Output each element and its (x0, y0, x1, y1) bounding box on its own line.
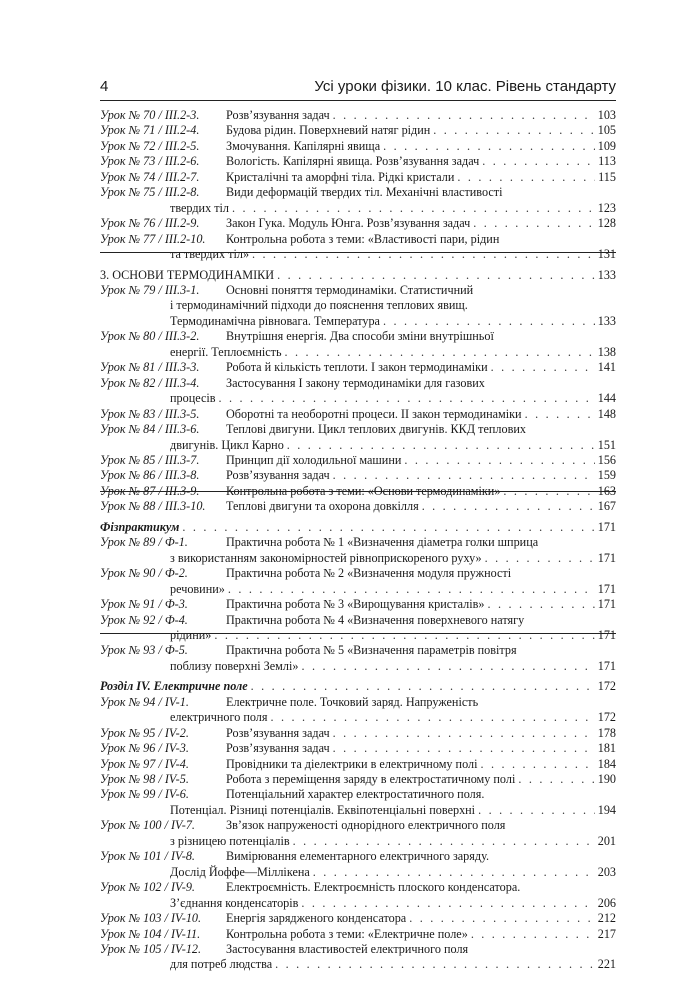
toc-entry (100, 376, 616, 407)
toc-section (100, 268, 616, 283)
section-divider-rule (100, 491, 616, 492)
page-ref: 172 (597, 710, 616, 725)
lesson-title: Контрольна робота з теми: «Властивості пари, рідин (226, 231, 500, 246)
lesson-label: Урок № 83 / ІІІ.3-5. (100, 406, 200, 421)
toc-line (100, 628, 616, 643)
toc-line (100, 535, 616, 550)
toc-entry (100, 108, 616, 123)
lesson-label: Урок № 89 / Ф-1. (100, 535, 188, 550)
lesson-title: двигунів. Цикл Карно (170, 437, 284, 452)
section-title: Фізпрактикум (100, 519, 180, 534)
lesson-label: Урок № 82 / ІІІ.3-4. (100, 375, 200, 390)
lesson-label: Урок № 77 / ІІІ.2-10. (100, 231, 206, 246)
toc-entry (100, 818, 616, 849)
toc-line (100, 329, 616, 344)
lesson-title: Основні поняття термодинаміки. Статистичний (226, 282, 474, 297)
page-ref: 148 (597, 406, 616, 421)
lesson-label: Урок № 102 / IV-9. (100, 880, 195, 895)
lesson-label: Урок № 101 / IV-8. (100, 849, 195, 864)
lesson-title: та твердих тіл» (170, 247, 250, 262)
dot-leader (518, 772, 594, 787)
lesson-title: Вимірювання елементарного електричного заряду. (226, 849, 489, 864)
toc-entry (100, 911, 616, 926)
lesson-label: Урок № 81 / ІІІ.3-3. (100, 360, 200, 375)
lesson-title: Принцип дії холодильної машини (226, 452, 402, 467)
running-title: Усі уроки фізики. 10 клас. Рівень стандарту (314, 78, 616, 95)
lesson-title: Практична робота № 3 «Вирощування кристалів» (226, 597, 485, 612)
lesson-title: Практична робота № 1 «Визначення діаметра голки шприца (226, 535, 539, 550)
lesson-label: Урок № 75 / ІІІ.2-8. (100, 185, 200, 200)
toc-line (100, 216, 616, 231)
page-ref: 217 (597, 926, 616, 941)
lesson-title: електричного поля (170, 710, 268, 725)
page-ref: 171 (597, 658, 616, 673)
dot-leader (333, 108, 595, 123)
toc-line (100, 896, 616, 911)
toc-line (100, 927, 616, 942)
dot-leader (457, 170, 595, 185)
toc-line (100, 741, 616, 756)
lesson-label: Урок № 88 / ІІІ.3-10. (100, 499, 206, 514)
dot-leader (232, 201, 595, 216)
lesson-title: Термодинамічна рівновага. Температура (170, 313, 380, 328)
toc-line (100, 551, 616, 566)
lesson-title: Практична робота № 4 «Визначення поверхневого натягу (226, 612, 525, 627)
lesson-title: Теплові двигуни та охорона довкілля (226, 499, 419, 514)
lesson-title: Закон Гука. Модуль Юнга. Розв’язування задач (226, 216, 471, 231)
toc-line (100, 818, 616, 833)
dot-leader (485, 551, 595, 566)
table-of-contents (100, 108, 616, 973)
toc-line (100, 582, 616, 597)
toc-entry (100, 772, 616, 787)
dot-leader (251, 679, 595, 694)
section-divider-rule (100, 252, 616, 253)
dot-leader (275, 957, 595, 972)
lesson-label: Урок № 79 / ІІІ.3-1. (100, 282, 200, 297)
dot-leader (313, 865, 595, 880)
lesson-title: енергії. Теплоємність (170, 344, 282, 359)
toc-line (100, 911, 616, 926)
lesson-label: Урок № 76 / ІІІ.2-9. (100, 216, 200, 231)
lesson-title: Вологість. Капілярні явища. Розв’язування задач (226, 154, 480, 169)
toc-line (100, 314, 616, 329)
toc-line (100, 499, 616, 514)
toc-line (100, 407, 616, 422)
toc-line (100, 201, 616, 216)
lesson-label: Урок № 97 / IV-4. (100, 756, 189, 771)
lesson-title: Розв’язування задач (226, 108, 330, 122)
dot-leader (422, 499, 595, 514)
section-divider-rule (100, 633, 616, 634)
dot-leader (433, 123, 594, 138)
toc-line (100, 185, 616, 200)
toc-line (100, 849, 616, 864)
lesson-title: речовини» (170, 581, 225, 596)
dot-leader (277, 268, 595, 283)
dot-leader (182, 520, 594, 535)
toc-entry (100, 453, 616, 468)
lesson-title: твердих тіл (170, 200, 230, 215)
lesson-label: Урок № 105 / IV-12. (100, 942, 202, 957)
toc-line (100, 468, 616, 483)
dot-leader (333, 468, 595, 483)
dot-leader (409, 911, 595, 926)
toc-line (100, 232, 616, 247)
lesson-title: Практична робота № 2 «Визначення модуля пружності (226, 566, 512, 581)
page-ref: 133 (597, 313, 616, 328)
toc-line (100, 108, 616, 123)
toc-line (100, 298, 616, 313)
lesson-title: З’єднання конденсаторів (170, 895, 299, 910)
toc-entry (100, 170, 616, 185)
lesson-label: Урок № 96 / IV-3. (100, 741, 189, 756)
toc-entry (100, 216, 616, 231)
page-ref: 206 (597, 895, 616, 910)
lesson-title: Розв’язування задач (226, 468, 330, 483)
lesson-title: поблизу поверхні Землі» (170, 658, 299, 673)
page-ref: 181 (597, 741, 616, 756)
page-ref: 151 (597, 437, 616, 452)
toc-entry (100, 566, 616, 597)
toc-entry (100, 329, 616, 360)
dot-leader (480, 757, 594, 772)
dot-leader (228, 582, 595, 597)
dot-leader (404, 453, 594, 468)
lesson-title: Зв’язок напруженості однорідного електричного поля (226, 818, 506, 833)
lesson-title: Застосування властивостей електричного поля (226, 942, 469, 957)
toc-section (100, 679, 616, 694)
toc-section (100, 520, 616, 535)
dot-leader (301, 659, 594, 674)
lesson-label: Урок № 91 / Ф-3. (100, 597, 188, 612)
header-rule (100, 100, 616, 101)
lesson-label: Урок № 104 / IV-11. (100, 926, 201, 941)
dot-leader (214, 628, 594, 643)
toc-line (100, 438, 616, 453)
lesson-title: Енергія зарядженого конденсатора (226, 911, 407, 926)
dot-leader (487, 597, 594, 612)
toc-line (100, 834, 616, 849)
dot-leader (473, 216, 594, 231)
dot-leader (383, 139, 595, 154)
toc-line (100, 247, 616, 262)
lesson-title: Змочування. Капілярні явища (226, 138, 381, 153)
toc-entry (100, 360, 616, 375)
lesson-title: Контрольна робота з теми: «Основи термодинаміки» (226, 483, 501, 498)
lesson-label: Урок № 94 / IV-1. (100, 694, 189, 709)
toc-line (100, 391, 616, 406)
toc-entry (100, 283, 616, 329)
lesson-label: Урок № 98 / IV-5. (100, 772, 189, 787)
page-ref: 190 (597, 772, 616, 787)
dot-leader (478, 803, 595, 818)
toc-entry (100, 613, 616, 644)
lesson-label: Урок № 74 / ІІІ.2-7. (100, 169, 200, 184)
lesson-label: Урок № 87 / ІІІ.3-9. (100, 483, 200, 498)
toc-line (100, 772, 616, 787)
page-ref: 141 (597, 360, 616, 375)
lesson-title: Контрольна робота з теми: «Електричне поле» (226, 926, 468, 941)
toc-line (100, 123, 616, 138)
lesson-title: Розв’язування задач (226, 725, 330, 740)
dot-leader (482, 154, 595, 169)
dot-leader (525, 407, 595, 422)
page-ref: 203 (597, 864, 616, 879)
page-ref: 133 (597, 267, 616, 282)
lesson-label: Урок № 71 / ІІІ.2-4. (100, 123, 200, 138)
toc-entry (100, 499, 616, 514)
toc-entry (100, 139, 616, 154)
lesson-title: Кристалічні та аморфні тіла. Рідкі кристали (226, 169, 455, 184)
lesson-title: Практична робота № 5 «Визначення параметрів повітря (226, 643, 517, 658)
toc-line (100, 154, 616, 169)
toc-entry (100, 787, 616, 818)
lesson-title: Оборотні та необоротні процеси. II закон термодинаміки (226, 406, 522, 421)
toc-line (100, 453, 616, 468)
toc-line (100, 360, 616, 375)
toc-entry (100, 407, 616, 422)
lesson-title: Види деформацій твердих тіл. Механічні властивості (226, 185, 503, 200)
toc-line (100, 757, 616, 772)
page-ref: 171 (597, 627, 616, 642)
toc-entry (100, 597, 616, 612)
section-title: Розділ IV. Електричне поле (100, 679, 248, 694)
page-ref: 138 (597, 344, 616, 359)
toc-line (100, 710, 616, 725)
page-ref: 171 (597, 597, 616, 612)
lesson-title: Електричне поле. Точковий заряд. Напруженість (226, 694, 479, 709)
page-ref: 159 (597, 468, 616, 483)
page-header (100, 76, 616, 100)
page-ref: 123 (597, 200, 616, 215)
toc-line (100, 422, 616, 437)
lesson-label: Урок № 92 / Ф-4. (100, 612, 188, 627)
dot-leader (285, 345, 595, 360)
toc-line (100, 659, 616, 674)
dot-leader (287, 438, 595, 453)
toc-line (100, 597, 616, 612)
toc-entry (100, 757, 616, 772)
toc-entry (100, 123, 616, 138)
page-ref: 171 (597, 519, 616, 534)
lesson-title: з різницею потенціалів (170, 833, 290, 848)
toc-line (100, 170, 616, 185)
page-ref: 178 (597, 725, 616, 740)
lesson-label: Урок № 95 / IV-2. (100, 725, 189, 740)
page-ref: 171 (597, 581, 616, 596)
toc-line (100, 376, 616, 391)
page-ref: 103 (597, 108, 616, 122)
page-number: 4 (100, 78, 109, 95)
toc-line (100, 787, 616, 802)
lesson-label: Урок № 72 / ІІІ.2-5. (100, 138, 200, 153)
lesson-title: Потенціальний характер електростатичного поля. (226, 787, 485, 802)
dot-leader (293, 834, 595, 849)
toc-entry (100, 535, 616, 566)
toc-entry (100, 849, 616, 880)
lesson-label: Урок № 93 / Ф-5. (100, 643, 188, 658)
lesson-title: Теплові двигуни. Цикл теплових двигунів. ККД теплових (226, 422, 526, 437)
toc-line (100, 865, 616, 880)
page-ref: 184 (597, 756, 616, 771)
toc-entry (100, 880, 616, 911)
page-ref: 131 (597, 247, 616, 262)
page-ref: 156 (597, 452, 616, 467)
lesson-label: Урок № 100 / IV-7. (100, 818, 195, 833)
lesson-label: Урок № 103 / IV-10. (100, 911, 202, 926)
toc-line (100, 283, 616, 298)
dot-leader (383, 314, 595, 329)
lesson-title: Розв’язування задач (226, 741, 330, 756)
toc-line (100, 139, 616, 154)
lesson-title: Дослід Йоффе—Міллікена (170, 864, 310, 879)
page-ref: 105 (597, 123, 616, 138)
lesson-label: Урок № 84 / ІІІ.3-6. (100, 422, 200, 437)
dot-leader (333, 741, 595, 756)
toc-line (100, 695, 616, 710)
lesson-title: Потенціал. Різниці потенціалів. Еквіпотенціальні поверхні (170, 802, 476, 817)
toc-line (100, 566, 616, 581)
lesson-label: Урок № 99 / IV-6. (100, 787, 189, 802)
dot-leader (471, 927, 595, 942)
toc-line (100, 880, 616, 895)
toc-line (100, 942, 616, 957)
toc-entry (100, 154, 616, 169)
dot-leader (219, 391, 595, 406)
lesson-title: Внутрішня енергія. Два способи зміни внутрішньої (226, 329, 494, 344)
toc-line (100, 520, 616, 535)
dot-leader (252, 247, 595, 262)
dot-leader (491, 360, 595, 375)
lesson-label: Урок № 90 / Ф-2. (100, 566, 188, 581)
toc-entry (100, 232, 616, 263)
toc-line (100, 803, 616, 818)
toc-entry (100, 942, 616, 973)
section-title: 3. ОСНОВИ ТЕРМОДИНАМІКИ (100, 267, 275, 282)
lesson-title: Електроємність. Електроємність плоского конденсатора. (226, 880, 521, 895)
lesson-title: процесів (170, 391, 216, 406)
toc-entry (100, 643, 616, 674)
page-ref: 167 (597, 499, 616, 514)
lesson-title: з використанням закономірностей рівноприскореного руху» (170, 550, 482, 565)
toc-entry (100, 185, 616, 216)
lesson-label: Урок № 85 / ІІІ.3-7. (100, 452, 200, 467)
page-ref: 221 (597, 957, 616, 972)
toc-entry (100, 695, 616, 726)
toc-line (100, 268, 616, 283)
dot-leader (270, 710, 594, 725)
toc-line (100, 726, 616, 741)
toc-entry (100, 927, 616, 942)
toc-line (100, 679, 616, 694)
page-ref: 109 (597, 138, 616, 153)
toc-line (100, 613, 616, 628)
lesson-label: Урок № 73 / ІІІ.2-6. (100, 154, 200, 169)
page-ref: 128 (597, 216, 616, 231)
toc-entry (100, 468, 616, 483)
lesson-title: Робота з переміщення заряду в електростатичному полі (226, 772, 516, 787)
lesson-title: Застосування I закону термодинаміки для газових (226, 375, 485, 390)
page-ref: 212 (597, 911, 616, 926)
page-ref: 163 (597, 483, 616, 498)
page-ref: 171 (597, 550, 616, 565)
lesson-label: Урок № 86 / ІІІ.3-8. (100, 468, 200, 483)
toc-line (100, 643, 616, 658)
lesson-title: Провідники та діелектрики в електричному полі (226, 756, 478, 771)
page-ref: 194 (597, 802, 616, 817)
lesson-label: Урок № 70 / ІІІ.2-3. (100, 108, 200, 122)
lesson-label: Урок № 80 / ІІІ.3-2. (100, 329, 200, 344)
lesson-title: Будова рідин. Поверхневий натяг рідин (226, 123, 431, 138)
dot-leader (301, 896, 594, 911)
toc-line (100, 957, 616, 972)
toc-entry (100, 741, 616, 756)
page-ref: 201 (597, 833, 616, 848)
toc-entry (100, 422, 616, 453)
page-ref: 113 (598, 154, 616, 169)
dot-leader (333, 726, 595, 741)
lesson-title: для потреб людства (170, 957, 273, 972)
lesson-title: рідини» (170, 627, 212, 642)
page-ref: 144 (597, 391, 616, 406)
page-ref: 115 (598, 169, 616, 184)
page-ref: 172 (597, 679, 616, 694)
toc-line (100, 345, 616, 360)
lesson-title: і термодинамічний підходи до пояснення теплових явищ. (170, 298, 468, 313)
lesson-title: Робота й кількість теплоти. I закон термодинаміки (226, 360, 488, 375)
toc-entry (100, 726, 616, 741)
